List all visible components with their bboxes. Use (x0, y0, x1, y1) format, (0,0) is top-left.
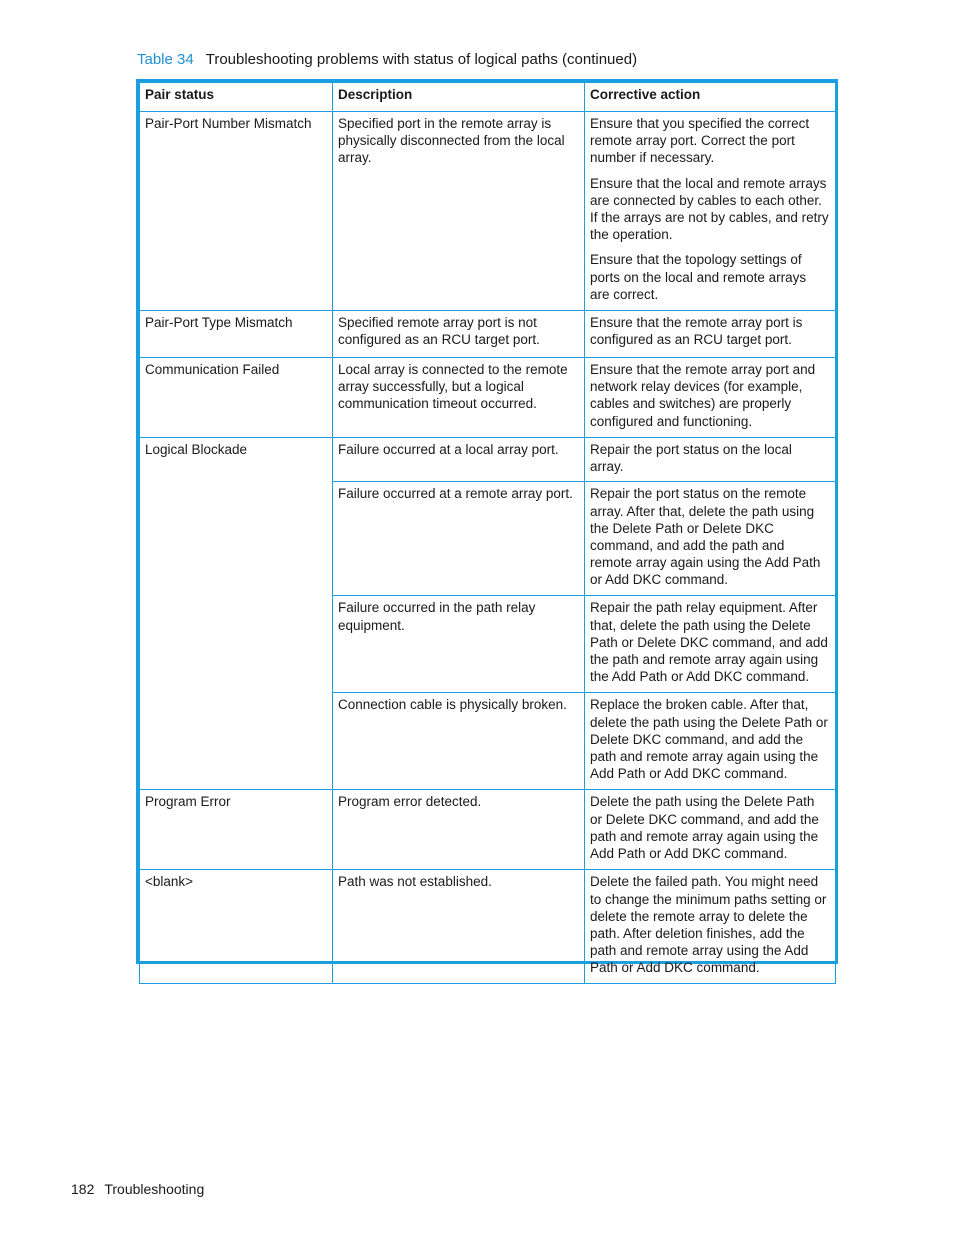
description-cell: Program error detected. (333, 790, 585, 870)
description-cell: Specified port in the remote array is physically disconnected from the local array. (333, 112, 585, 311)
corrective-action-cell: Repair the port status on the remote array. After that, delete the path using the Delete Path or Delete DKC command, and add the path and remote array again using the Add Path or Add DKC command. (585, 482, 836, 596)
corrective-action-cell: Ensure that the remote array port is configured as an RCU target port. (585, 311, 836, 358)
action-paragraph: Ensure that you specified the correct remote array port. Correct the port number if necessary. (590, 116, 810, 166)
corrective-action-cell: Delete the path using the Delete Path or Delete DKC command, and add the path and remote array again using the Add Path or Add DKC command. (585, 790, 836, 870)
corrective-action-cell: Replace the broken cable. After that, delete the path using the Delete Path or Delete DKC command, and add the path and remote array again using the Add Path or Add DKC command. (585, 693, 836, 790)
description-cell: Failure occurred at a local array port. (333, 438, 585, 482)
troubleshooting-table (139, 82, 836, 984)
corrective-action-cell: Ensure that the remote array port and network relay devices (for example, cables and switches) are properly configured and functioning. (585, 358, 836, 438)
table-caption (137, 50, 637, 70)
corrective-action-cell (585, 112, 836, 311)
table-row (140, 438, 836, 482)
table-row (140, 790, 836, 870)
header-pair-status: Pair status (140, 83, 333, 112)
header-corrective-action: Corrective action (585, 83, 836, 112)
pair-status-cell: <blank> (140, 870, 333, 983)
table-row (140, 311, 836, 358)
page-number: 182 (71, 1181, 95, 1197)
corrective-action-cell: Repair the path relay equipment. After that, delete the path using the Delete Path or Delete DKC command, and add the path and remote array again using the Add Path or Add DKC command. (585, 596, 836, 693)
header-description: Description (333, 83, 585, 112)
table-title: Troubleshooting problems with status of logical paths (continued) (205, 51, 638, 68)
description-cell: Failure occurred at a remote array port. (333, 482, 585, 596)
header-row (140, 83, 836, 112)
pair-status-cell: Program Error (140, 790, 333, 870)
corrective-action-cell: Repair the port status on the local array. (585, 438, 836, 482)
description-cell: Specified remote array port is not configured as an RCU target port. (333, 311, 585, 358)
pair-status-cell: Pair-Port Type Mismatch (140, 311, 333, 358)
corrective-action-cell: Delete the failed path. You might need to change the minimum paths setting or delete the remote array to delete the path. After deletion finishes, add the path and remote array using the Add Path or Add DKC command. (585, 870, 836, 983)
pair-status-cell: Pair-Port Number Mismatch (140, 112, 333, 311)
table-row (140, 870, 836, 983)
page-footer (71, 1179, 204, 1199)
table-row (140, 358, 836, 438)
action-paragraph: Ensure that the local and remote arrays are connected by cables to each other. If the arrays are not by cables, and retry the operation. (590, 175, 829, 243)
pair-status-cell: Communication Failed (140, 358, 333, 438)
action-paragraph: Ensure that the topology settings of ports on the local and remote arrays are correct. (590, 252, 807, 302)
footer-section: Troubleshooting (104, 1181, 205, 1197)
description-cell: Connection cable is physically broken. (333, 693, 585, 790)
description-cell: Path was not established. (333, 870, 585, 983)
table-row (140, 112, 836, 311)
table-number: Table 34 (137, 51, 194, 68)
description-cell: Failure occurred in the path relay equipment. (333, 596, 585, 693)
pair-status-cell: Logical Blockade (140, 438, 333, 790)
description-cell: Local array is connected to the remote array successfully, but a logical communication timeout occurred. (333, 358, 585, 438)
